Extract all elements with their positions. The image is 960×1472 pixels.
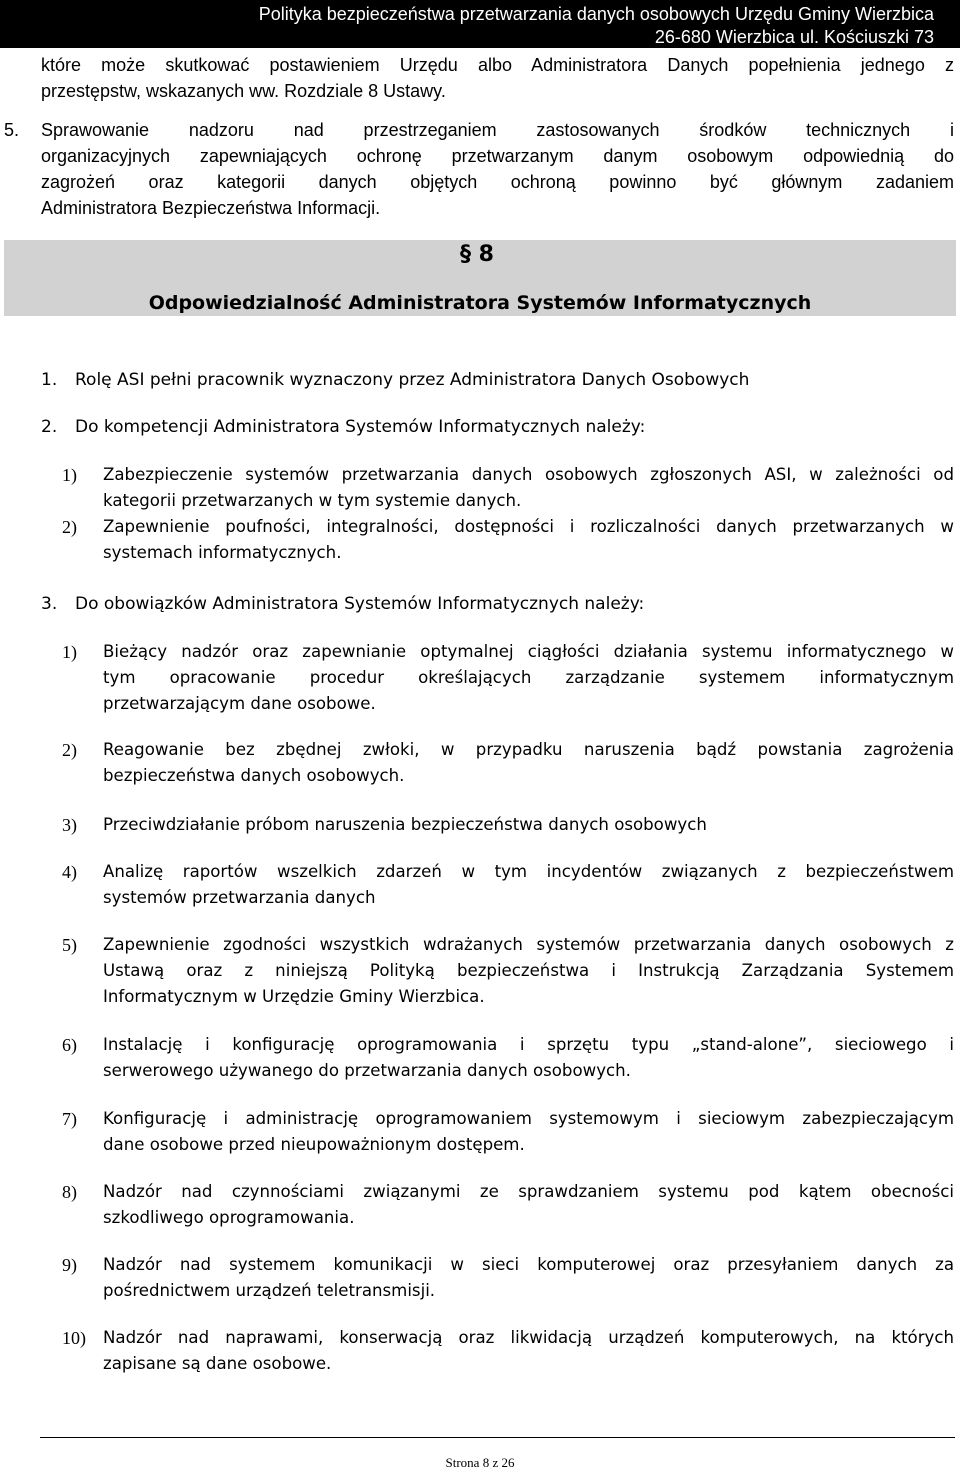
text-line: przestępstw, wskazanych ww. Rozdziale 8 Ustawy.: [41, 81, 446, 101]
item-number: 4): [62, 862, 77, 882]
item-number: 1): [62, 642, 77, 662]
text-line: organizacyjnych zapewniających ochronę przetwarzanym danym osobowym odpowiednią do: [41, 146, 954, 166]
header-title: Polityka bezpieczeństwa przetwarzania danych osobowych Urzędu Gminy Wierzbica: [258, 4, 934, 24]
text-line: Reagowanie bez zbędnej zwłoki, w przypadku naruszenia bądź powstania zagrożenia: [103, 740, 954, 759]
page-number: Strona 8 z 26: [445, 1455, 515, 1470]
text-line: szkodliwego oprogramowania.: [103, 1208, 355, 1227]
item-number: 9): [62, 1255, 77, 1275]
text-line: Przeciwdziałanie próbom naruszenia bezpieczeństwa danych osobowych: [103, 815, 707, 834]
text-line: Administratora Bezpieczeństwa Informacji.: [41, 198, 381, 218]
item-number: 5): [62, 935, 77, 955]
text-line: zapisane są dane osobowe.: [103, 1354, 332, 1373]
text-line: Nadzór nad systemem komunikacji w sieci komputerowej oraz przesyłaniem danych za: [103, 1255, 954, 1274]
item-number: 3): [62, 815, 77, 835]
point-number: 1.: [41, 370, 58, 390]
text-line: bezpieczeństwa danych osobowych.: [103, 766, 405, 785]
point-5-paragraph: [41, 117, 954, 221]
point-text: Rolę ASI pełni pracownik wyznaczony przez Administratora Danych Osobowych: [75, 370, 750, 390]
text-line: przetwarzającym dane osobowe.: [103, 694, 376, 713]
text-line: systemach informatycznych.: [103, 543, 342, 562]
item-number: 2): [62, 517, 77, 537]
point-number: 2.: [41, 417, 58, 437]
text-line: systemów przetwarzania danych: [103, 888, 376, 907]
point-text: Do kompetencji Administratora Systemów Informatycznych należy:: [75, 417, 646, 437]
text-line: Konfigurację i administrację oprogramowaniem systemowym i sieciowym zabezpieczającym: [103, 1109, 954, 1128]
text-line: Sprawowanie nadzoru nad przestrzeganiem zastosowanych środków technicznych i: [41, 120, 954, 140]
text-line: które może skutkować postawieniem Urzędu albo Administratora Danych popełnienia jednego z: [41, 55, 954, 75]
text-line: Instalację i konfigurację oprogramowania i sprzętu typu „stand-alone”, sieciowego i: [103, 1035, 954, 1054]
text-line: Zabezpieczenie systemów przetwarzania danych osobowych zgłoszonych ASI, w zależności od: [103, 465, 954, 484]
point-number: 3.: [41, 594, 58, 614]
text-line: Analizę raportów wszelkich zdarzeń w tym incydentów związanych z bezpieczeństwem: [103, 862, 954, 881]
point-text: Do obowiązków Administratora Systemów Informatycznych należy:: [75, 594, 645, 614]
text-line: Bieżący nadzór oraz zapewnianie optymalnej ciągłości działania systemu informatycznego w: [103, 642, 954, 661]
section-title: Odpowiedzialność Administratora Systemów Informatycznych: [148, 292, 812, 314]
text-line: zagrożeń oraz kategorii danych objętych ochroną powinno być głównym zadaniem: [41, 172, 954, 192]
text-line: Informatycznym w Urzędzie Gminy Wierzbica.: [103, 987, 485, 1006]
text-line: Nadzór nad czynnościami związanymi ze sprawdzaniem systemu pod kątem obecności: [103, 1182, 954, 1201]
section-number: § 8: [460, 242, 494, 267]
item-number: 8): [62, 1182, 77, 1202]
text-line: kategorii przetwarzanych w tym systemie danych.: [103, 491, 522, 510]
text-line: Zapewnienie zgodności wszystkich wdrażanych systemów przetwarzania danych osobowych z: [103, 935, 954, 954]
header-address: 26-680 Wierzbica ul. Kościuszki 73: [654, 27, 934, 47]
text-line: tym opracowanie procedur określających zarządzanie systemem informatycznym: [103, 668, 954, 687]
page-header: [0, 0, 960, 48]
text-line: pośrednictwem urządzeń teletransmisji.: [103, 1281, 436, 1300]
item-number: 7): [62, 1109, 77, 1129]
text-line: Ustawą oraz z niniejszą Polityką bezpieczeństwa i Instrukcją Zarządzania Systemem: [103, 961, 954, 980]
item-number: 1): [62, 465, 77, 485]
item-number: 10): [62, 1328, 86, 1348]
item-number: 2): [62, 740, 77, 760]
text-line: Zapewnienie poufności, integralności, dostępności i rozliczalności danych przetwarzanych w: [103, 517, 954, 536]
item-number: 6): [62, 1035, 77, 1055]
text-line: Nadzór nad naprawami, konserwacją oraz likwidacją urządzeń komputerowych, na których: [103, 1328, 954, 1347]
intro-paragraph: [41, 52, 954, 104]
point-number: 5.: [4, 120, 20, 140]
text-line: serwerowego używanego do przetwarzania danych osobowych.: [103, 1061, 631, 1080]
text-line: dane osobowe przed nieupoważnionym dostępem.: [103, 1135, 525, 1154]
footer-divider: [40, 1437, 955, 1438]
